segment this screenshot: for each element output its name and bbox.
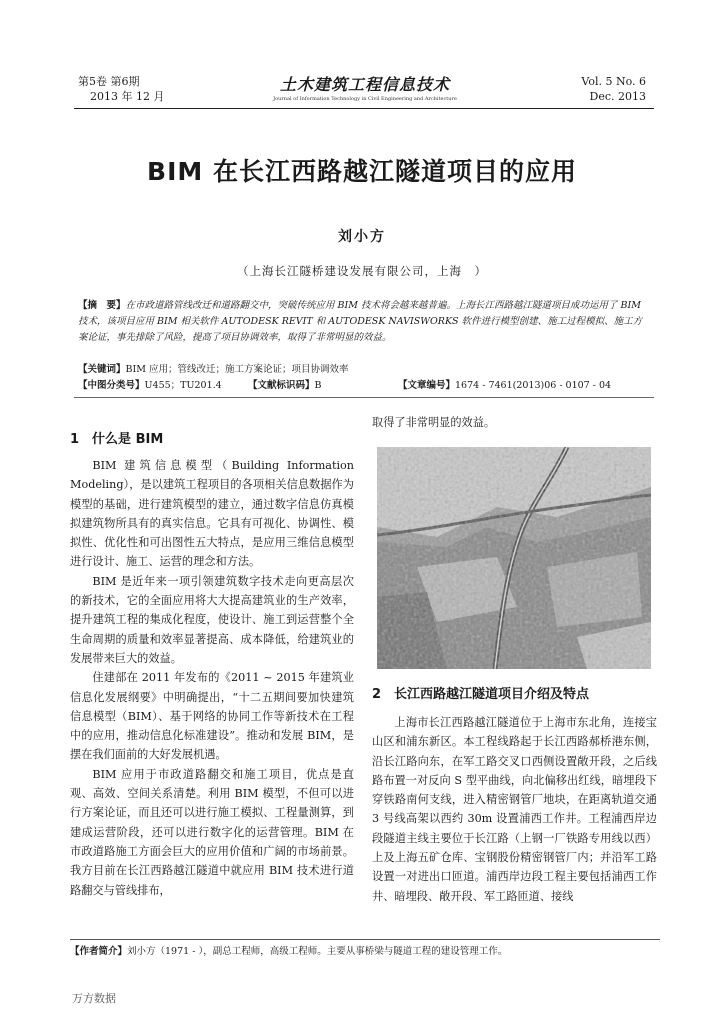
aerial-site-photo bbox=[377, 447, 651, 669]
header-divider bbox=[74, 108, 654, 109]
keywords-text: BIM 应用；管线改迁；施工方案论证；项目协调效率 bbox=[125, 364, 349, 375]
footnote-divider bbox=[70, 939, 660, 940]
journal-title-cn: 土木建筑工程信息技术 bbox=[279, 75, 450, 94]
article-no-label: 【文章编号】 bbox=[398, 380, 456, 391]
article-title: BIM 在长江西路越江隧道项目的应用 bbox=[147, 157, 577, 186]
keywords bbox=[78, 362, 650, 378]
volume-issue-en: Vol. 5 No. 6 bbox=[581, 75, 646, 88]
paragraph: 住建部在 2011 年发布的《2011 ~ 2015 年建筑业信息化发展纲要》中明确提出，“十二五期间要加快建筑信息模型（BIM）、基于网络的协同工作等新技术在工程中的应用，推动信息化标准建设”。推动和发展 BIM，是摆在我们面前的大好发展机遇。 bbox=[70, 671, 354, 762]
footnote-text: 刘小方（1971 - ），副总工程师，高级工程师。主要从事桥梁与隧道工程的建设管理工作。 bbox=[127, 946, 508, 957]
volume-issue-cn: 第5卷 第6期 bbox=[78, 75, 140, 88]
section-1-body bbox=[70, 456, 354, 900]
footnote-label: 【作者简介】 bbox=[70, 946, 128, 957]
clc-label: 【中图分类号】 bbox=[78, 380, 145, 391]
author-bio-footnote bbox=[70, 945, 660, 959]
article-no-value: 1674 - 7461(2013)06 - 0107 - 04 bbox=[455, 380, 612, 391]
section-1-heading: 1 什么是 BIM bbox=[70, 432, 164, 447]
header-right bbox=[581, 74, 646, 104]
paragraph: 上海市长江西路越江隧道位于上海市东北角，连接宝山区和浦东新区。本工程线路起于长江西路郝桥港东侧，沿长江路向东，在军工路交叉口西侧设置敞开段，之后线路布置一对反向 S 型平曲线，向北偏移出红线，暗埋段下穿铁路南何支线，进入精密钢管厂地块，在距离轨道交通 3 号线高架以西约 30m 设置浦西工作井。工程浦西岸边段隧道主线主要位于长江路（上钢一厂铁路专用线以西）上及上海五矿仓库、宝钢股份精密钢管厂内；并沿军工路设置一对进出口匝道。浦西岸边段工程主要包括浦西工作井、暗埋段、敞开段、军工路匝道、接线 bbox=[372, 716, 657, 903]
date-en: Dec. 2013 bbox=[589, 90, 646, 103]
doc-code-value: B bbox=[314, 380, 322, 391]
classification-line bbox=[78, 378, 650, 394]
keywords-label: 【关键词】 bbox=[78, 364, 126, 375]
abstract bbox=[78, 298, 650, 346]
date-cn: 2013 年 12 月 bbox=[90, 90, 165, 103]
paragraph: BIM 是近年来一项引领建筑数字技术走向更高层次的新技术，它的全面应用将大大提高建筑业的生产效率，提升建筑工程的集成化程度，使设计、施工到运营整个全生命周期的质量和效率显著提高、成本降低，给建筑业的发展带来巨大的效益。 bbox=[70, 574, 354, 665]
paragraph: BIM 建筑信息模型（Building Information Modeling），是以建筑工程项目的各项相关信息数据作为模型的基础，进行建筑模型的建立，通过数字信息仿真模拟建筑物所具有的真实信息。它具有可视化、协调性、模拟性、优化性和可出图性五大特点，是应用三维信息模型进行设计、施工、运营的理念和方法。 bbox=[70, 459, 354, 569]
section-2-body bbox=[372, 713, 657, 906]
wanfang-watermark: 万方数据 bbox=[72, 992, 116, 1005]
abstract-divider bbox=[74, 397, 654, 398]
journal-masthead bbox=[220, 72, 510, 103]
paragraph: BIM 应用于市政道路翻交和施工项目，优点是直观、高效、空间关系清楚。利用 BIM 模型，不但可以进行方案论证，而且还可以进行施工模拟、工程量测算，到建成运营阶段，还可以进行数字化的运营管理。BIM 在市政道路施工方面会巨大的应用价值和广阔的市场前景。我方目前在长江西路越江隧道中就应用 BIM 技术进行道路翻交与管线排布， bbox=[70, 767, 354, 897]
abstract-label: 【摘 要】 bbox=[78, 300, 126, 311]
aerial-photo-image bbox=[377, 447, 651, 669]
header-left bbox=[78, 74, 164, 104]
journal-title-en: Journal of Information Technology in Civil Engineering and Architecture bbox=[273, 96, 457, 102]
section-1-continuation: 取得了非常明显的效益。 bbox=[372, 416, 496, 429]
doc-code-label: 【文献标识码】 bbox=[248, 380, 315, 391]
abstract-text: 在市政道路管线改迁和道路翻交中，突破传统应用 BIM 技术将会越来越普遍。上海长江西路越江隧道项目成功运用了 BIM 技术，该项目应用 BIM 相关软件 AUTODESK REVIT 和 AUTODESK NAVISWORKS 软件进行模型创建、施工过程模拟、施工方案论证，事先排除了风险，提高了项目协调效率，取得了非常明显的效益。 bbox=[78, 300, 643, 343]
clc-value: U455；TU201.4 bbox=[144, 380, 222, 391]
article-author: 刘小方 bbox=[338, 229, 386, 245]
author-affiliation: （上海长江隧桥建设发展有限公司，上海 ） bbox=[237, 264, 487, 278]
section-2-heading: 2 长江西路越江隧道项目介绍及特点 bbox=[372, 687, 590, 702]
